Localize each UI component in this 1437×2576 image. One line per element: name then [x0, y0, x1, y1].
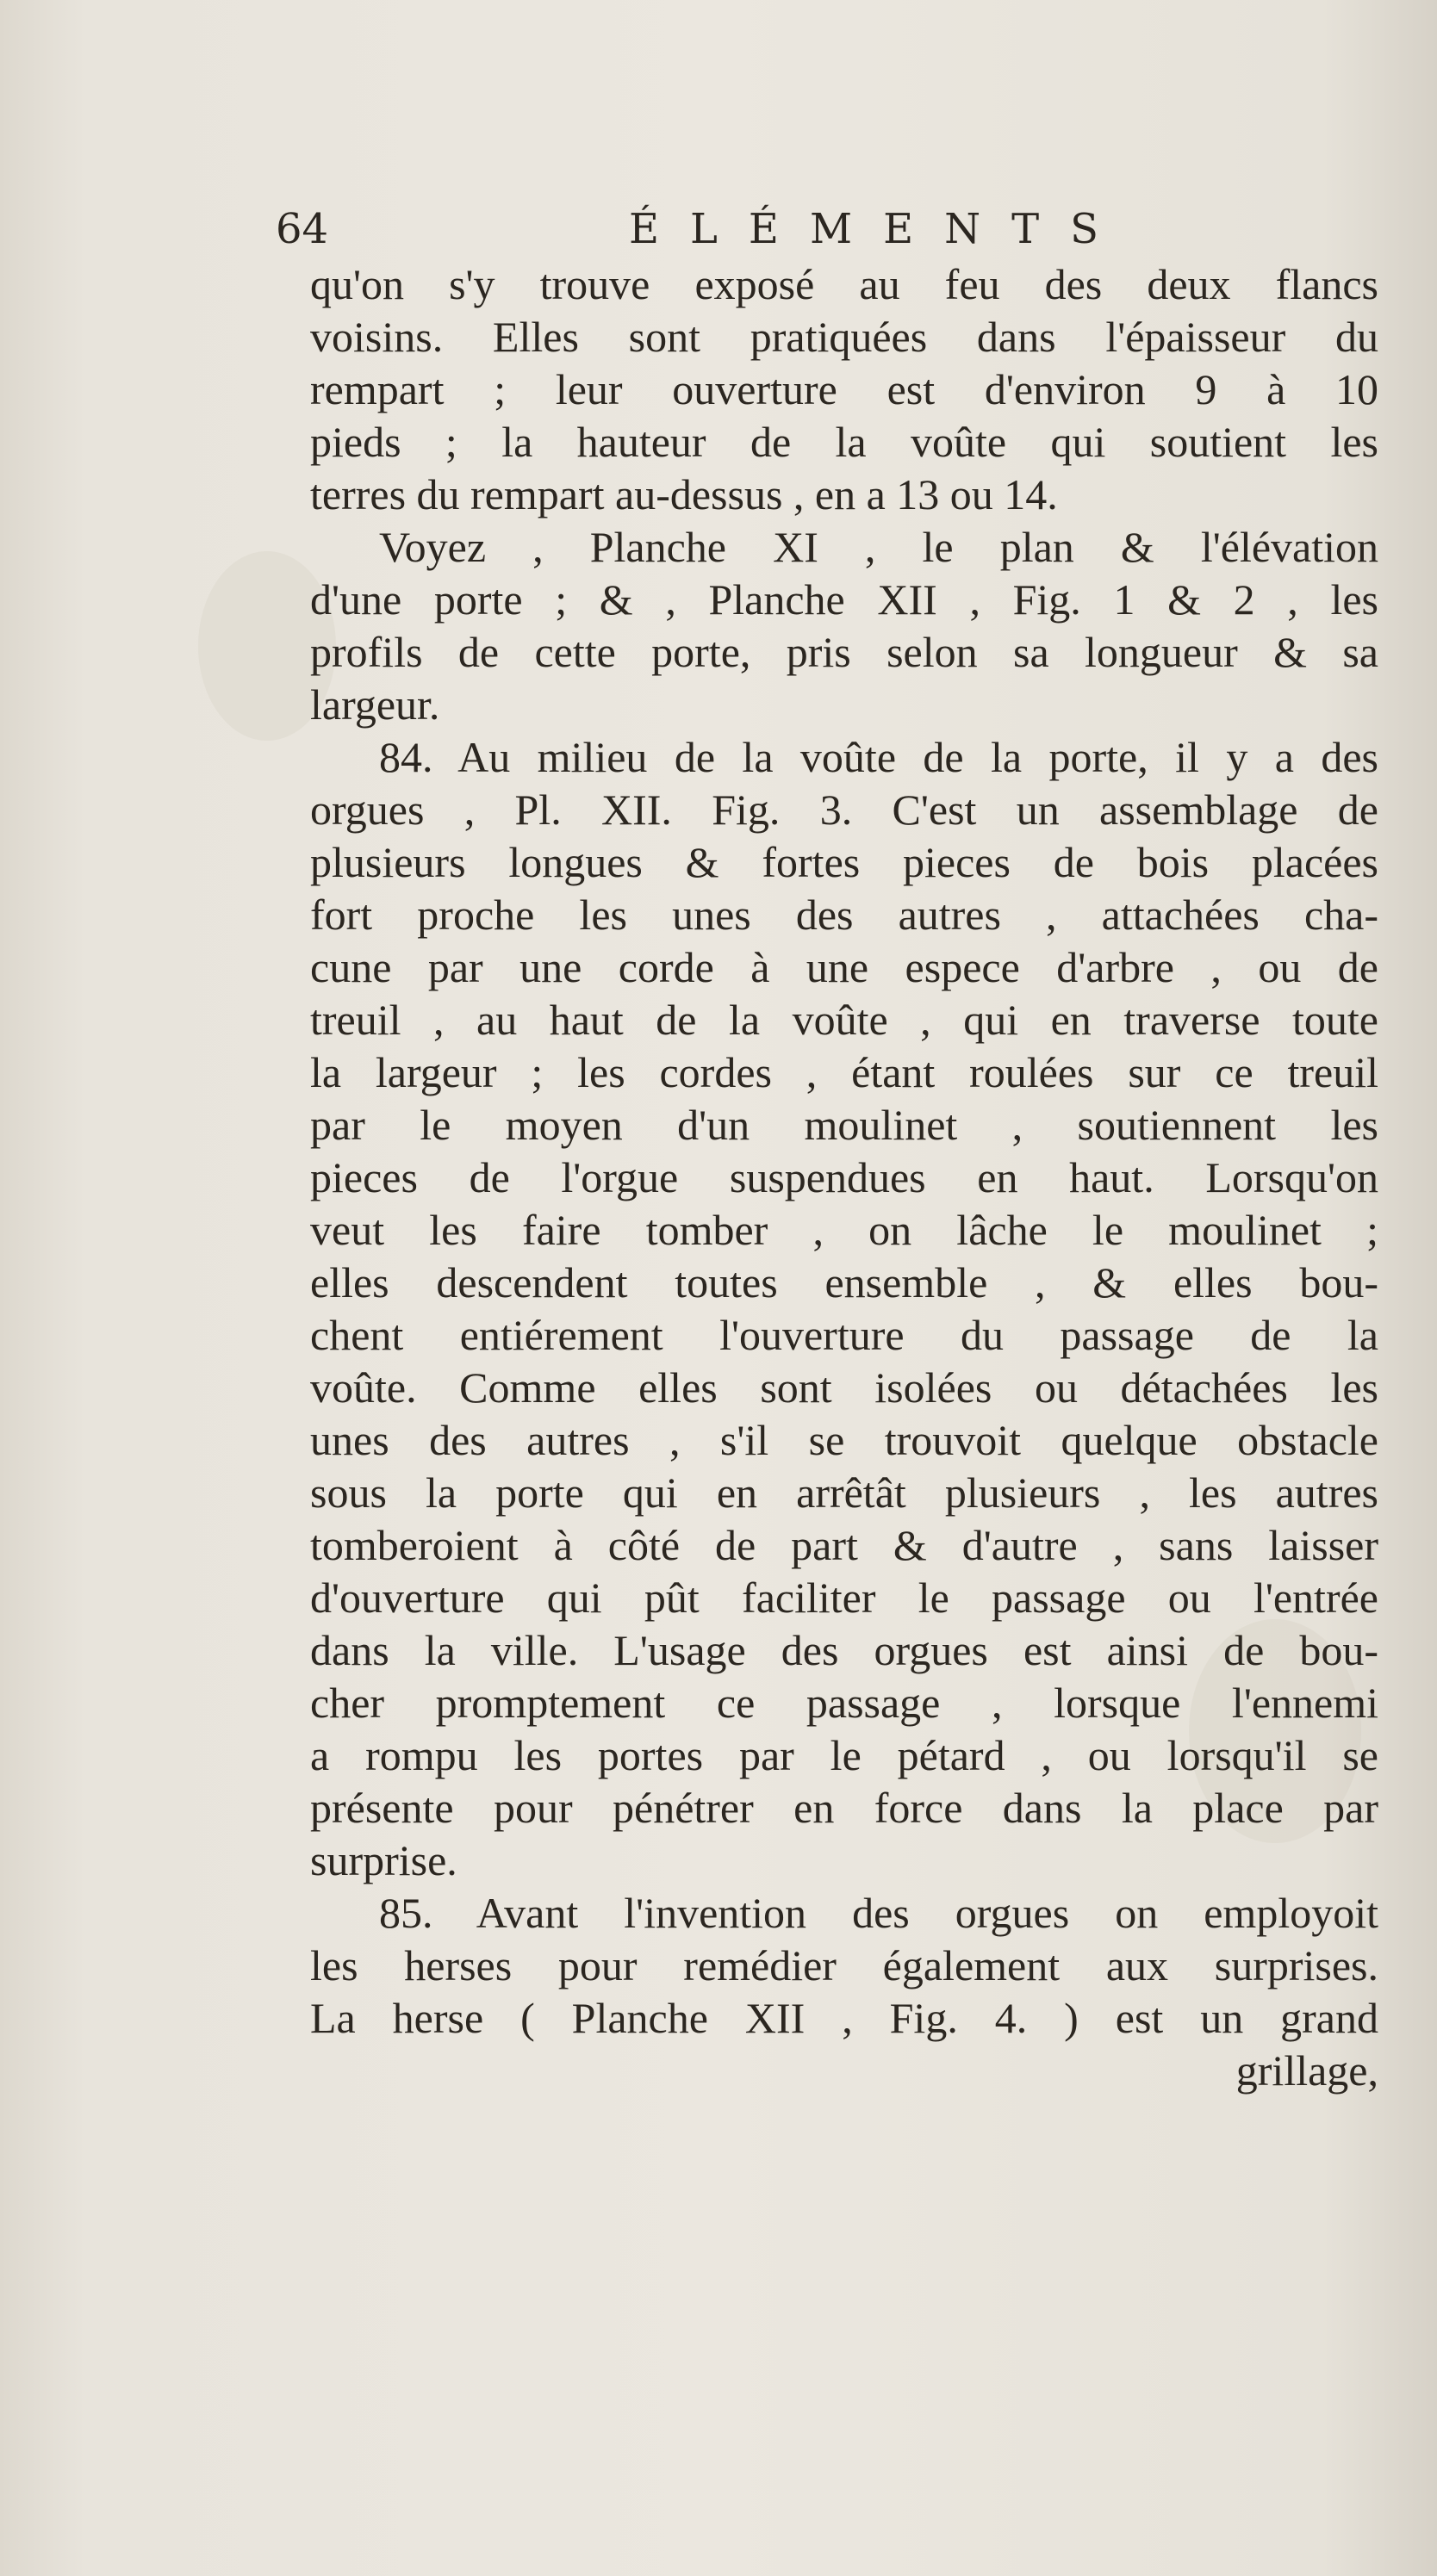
text-line: dans la ville. L'usage des orgues est ainsi de bou-	[310, 1626, 1378, 1674]
text-line: qu'on s'y trouve exposé au feu des deux flancs	[310, 260, 1378, 308]
text-line: cune par une corde à une espece d'arbre , ou de	[310, 943, 1378, 991]
text-line: elles descendent toutes ensemble , & elles bou-	[310, 1258, 1378, 1307]
text-line: la largeur ; les cordes , étant roulées sur ce treuil	[310, 1048, 1378, 1096]
text-line: les herses pour remédier également aux surprises.	[310, 1941, 1378, 1989]
text-line: 85. Avant l'invention des orgues on employoit	[379, 1889, 1378, 1937]
text-line: surprise.	[310, 1836, 457, 1884]
text-line: chent entiérement l'ouverture du passage de la	[310, 1311, 1378, 1359]
catchword: grillage,	[1235, 2046, 1378, 2095]
text-line: voisins. Elles sont pratiquées dans l'épaisseur du	[310, 313, 1378, 361]
text-line: fort proche les unes des autres , attachées cha-	[310, 891, 1378, 939]
text-line: tomberoient à côté de part & d'autre , sans laisser	[310, 1521, 1378, 1569]
body-text	[310, 258, 1378, 2097]
text-line: pieces de l'orgue suspendues en haut. Lorsqu'on	[310, 1153, 1378, 1201]
page-number: 64	[276, 205, 329, 253]
text-line: voûte. Comme elles sont isolées ou détachées les	[310, 1363, 1378, 1412]
text-line: veut les faire tomber , on lâche le moulinet ;	[310, 1206, 1378, 1254]
running-title: ÉLÉMENTS	[629, 205, 1130, 253]
text-line: largeur.	[310, 680, 440, 729]
text-line: terres du rempart au-dessus , en a 13 ou 14.	[310, 470, 1058, 518]
text-line: par le moyen d'un moulinet , soutiennent les	[310, 1101, 1378, 1149]
running-head	[276, 203, 1137, 255]
text-line: La herse ( Planche XII , Fig. 4. ) est un grand	[310, 1994, 1378, 2042]
text-line: pieds ; la hauteur de la voûte qui soutient les	[310, 418, 1378, 466]
text-line: plusieurs longues & fortes pieces de bois placées	[310, 838, 1378, 886]
text-line: rempart ; leur ouverture est d'environ 9 à 10	[310, 365, 1378, 413]
text-line: Voyez , Planche XI , le plan & l'élévation	[379, 523, 1378, 571]
text-line: a rompu les portes par le pétard , ou lorsqu'il se	[310, 1731, 1378, 1779]
text-line: profils de cette porte, pris selon sa longueur & sa	[310, 628, 1378, 676]
text-line: unes des autres , s'il se trouvoit quelque obstacle	[310, 1416, 1378, 1464]
text-line: treuil , au haut de la voûte , qui en traverse toute	[310, 996, 1378, 1044]
text-line: 84. Au milieu de la voûte de la porte, il y a des	[379, 733, 1378, 781]
text-line: d'ouverture qui pût faciliter le passage ou l'entrée	[310, 1574, 1378, 1622]
text-line: sous la porte qui en arrêtât plusieurs , les autres	[310, 1468, 1378, 1517]
text-line: cher promptement ce passage , lorsque l'ennemi	[310, 1679, 1378, 1727]
text-line: d'une porte ; & , Planche XII , Fig. 1 & 2 , les	[310, 575, 1378, 624]
text-line: orgues , Pl. XII. Fig. 3. C'est un assemblage de	[310, 785, 1378, 834]
text-line: présente pour pénétrer en force dans la place par	[310, 1784, 1378, 1832]
